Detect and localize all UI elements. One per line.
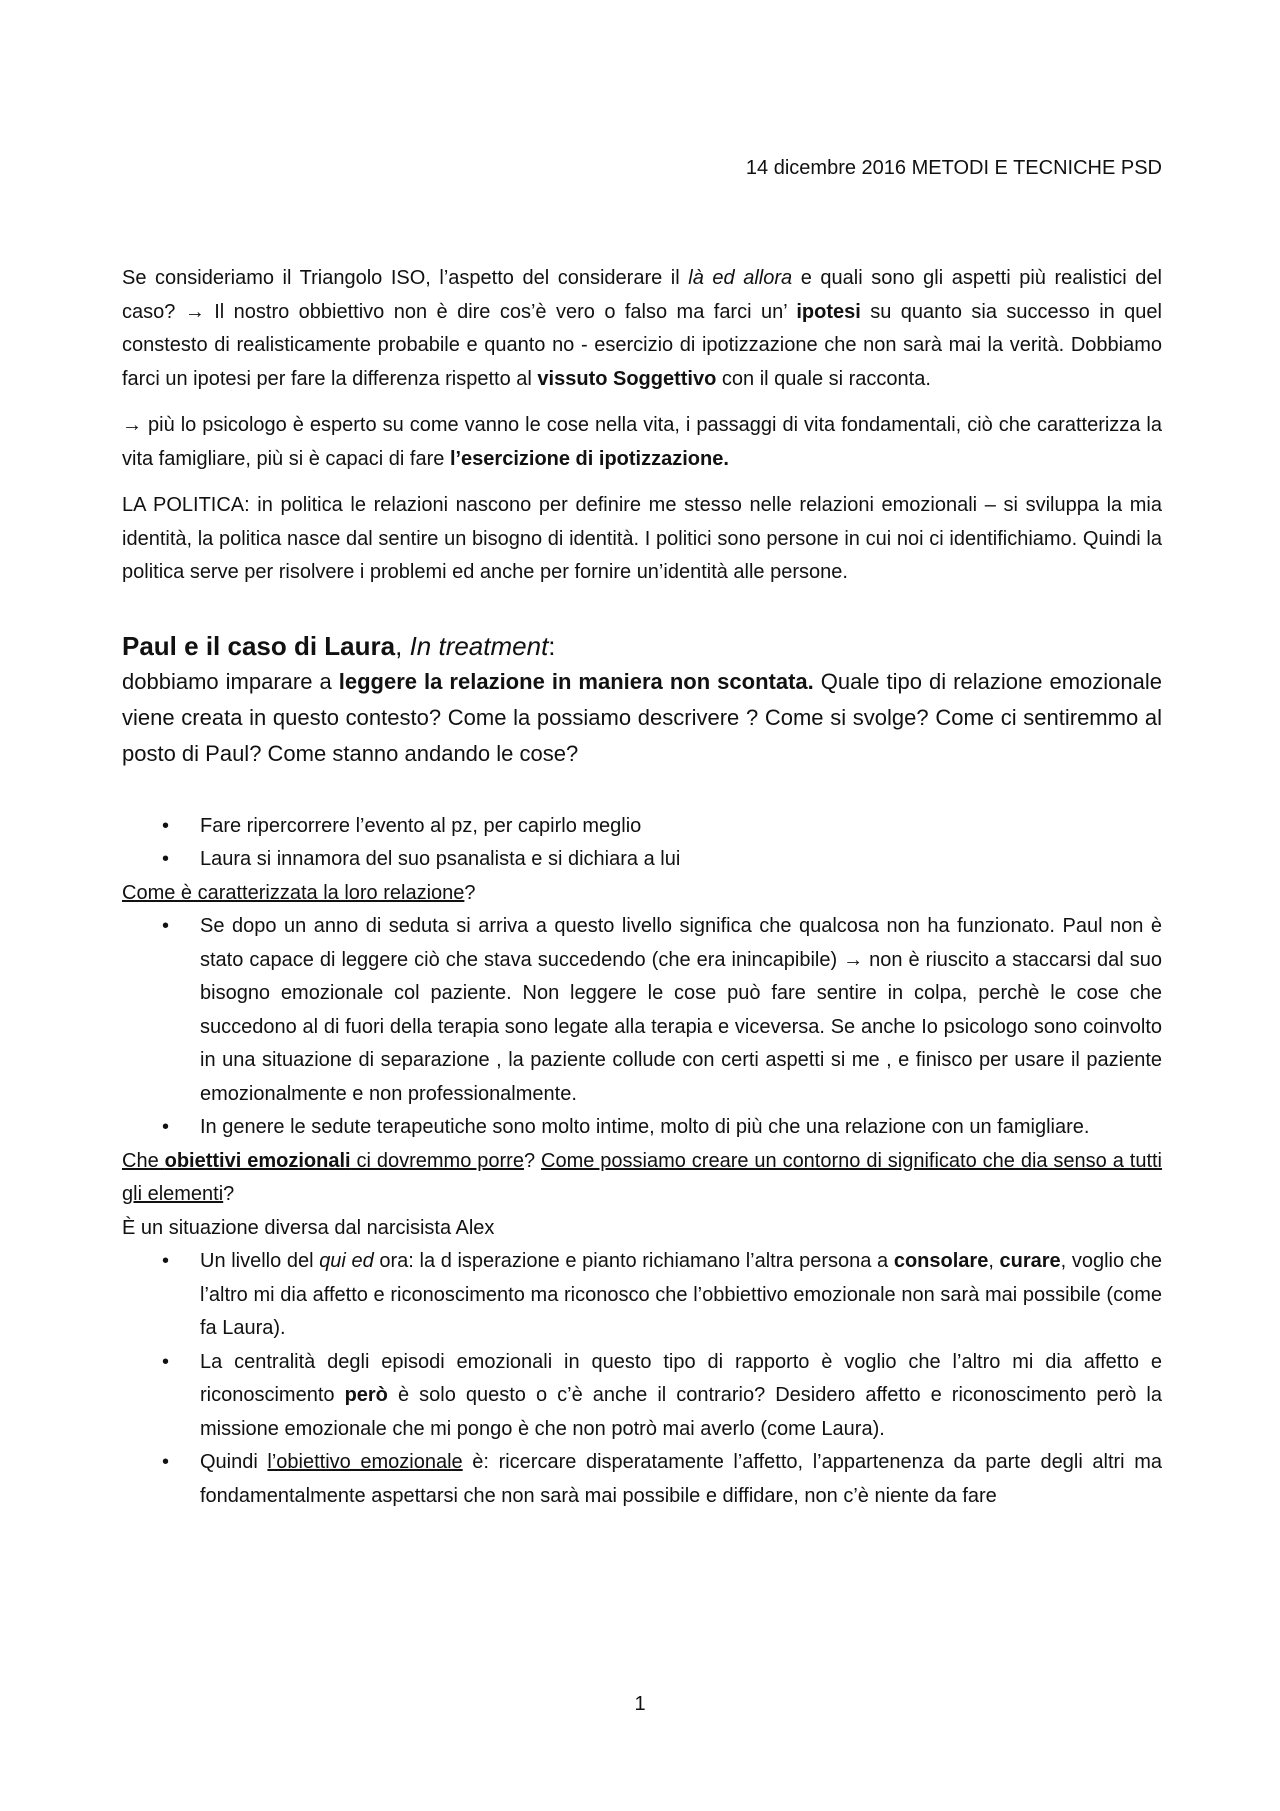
note-alex: È un situazione diversa dal narcisista Alex: [122, 1216, 495, 1239]
text: è solo questo o c’è anche il contrario? Desidero affetto e riconoscimento però la missione emozionale che mi pongo è che non potrò mai averlo (come Laura).: [200, 1384, 1163, 1440]
italic-text: là ed allora: [688, 267, 793, 289]
heading-bold: Paul e il caso di Laura: [122, 630, 396, 661]
text: non è riuscito a staccarsi dal suo bisogno emozionale col paziente. Non leggere le cose può fare sentire in colpa, perchè le cose che succedono al di fuori della terapia sono legate alla terapia e viceversa. Se anche Io psicologo sono coinvolto in una situazione di separazione , la paziente collude con certi aspetti si me , e finisco per usare il paziente emozionalmente e non professionalmente.: [200, 948, 1163, 1105]
underlined-bold-text: obiettivi emozionali: [164, 1149, 351, 1172]
underlined-text: l’obiettivo emozionale: [267, 1451, 463, 1473]
text: con il quale si racconta.: [716, 367, 931, 390]
page-number: 1: [634, 1693, 646, 1715]
bold-text: consolare: [893, 1250, 989, 1272]
text: Se consideriamo il Triangolo ISO, l’aspetto del considerare il: [122, 267, 689, 289]
bold-text: però: [344, 1384, 388, 1406]
text: ,: [395, 630, 410, 661]
bold-text: l’esercizione di ipotizzazione.: [449, 447, 729, 470]
list-item: [122, 910, 1162, 1111]
list-item: • Fare ripercorrere l’evento al pz, per capirlo meglio: [122, 810, 1162, 844]
text: ora: la d isperazione e pianto richiamano l’altra persona a: [373, 1250, 894, 1272]
bullet-list: [122, 910, 1162, 1145]
arrow-right-icon: →: [122, 414, 142, 436]
underlined-text: Che: [122, 1149, 165, 1172]
list-item: [122, 1245, 1162, 1346]
bold-text: leggere la relazione in maniera non scontata.: [338, 668, 814, 694]
text: :: [548, 630, 556, 661]
subheading-relazione: [122, 877, 1162, 911]
underlined-text: Come è caratterizzata la loro relazione: [122, 881, 465, 904]
text: LA POLITICA: in politica le relazioni nascono per definire me stesso nelle relazioni emozionali – si sviluppa la mia identità, la politica nasce dal sentire un bisogno di identità. I politici sono persone in cui noi ci identifichiamo. Quindi la politica serve per risolvere i problemi ed anche per fornire un’identità alle persone.: [122, 494, 1162, 583]
text: , voglio che l’altro mi dia affetto e riconoscimento ma riconosco che l’obbiettivo emozionale non sarà mai possibile (come fa Laura).: [200, 1250, 1162, 1339]
text: La centralità degli episodi emozionali in questo tipo di rapporto è voglio che l’altro mi dia affetto e riconoscimento: [200, 1350, 1162, 1406]
text: ?: [523, 1149, 541, 1172]
text: ?: [223, 1183, 235, 1205]
document-body: [122, 262, 1162, 1513]
text: ,: [988, 1250, 1000, 1272]
bold-text: ipotesi: [796, 300, 861, 323]
text: Il nostro obbiettivo non è dire cos’è vero o falso ma farci un’: [204, 300, 797, 323]
bold-text: vissuto Soggettivo: [537, 367, 717, 390]
bullet-list: [122, 1245, 1162, 1513]
section-heading: [122, 628, 1162, 664]
section-intro: [122, 664, 1162, 772]
list-item: • Laura si innamora del suo psanalista e si dichiara a lui: [122, 843, 1162, 877]
underlined-text: Come possiamo creare un contorno di significato che dia senso a tutti gli elementi: [122, 1149, 1163, 1205]
text: Quale tipo di relazione emozionale viene creata in questo contesto? Come la possiamo descrivere ? Come si svolge? Come ci sentiremmo al posto di Paul? Come stanno andando le cose?: [122, 668, 1162, 766]
text: e quali sono gli aspetti più realistici del caso?: [122, 267, 1162, 323]
bold-text: curare: [999, 1250, 1061, 1272]
heading-italic: In treatment: [409, 630, 549, 661]
text: Un livello del: [200, 1250, 320, 1272]
list-item: [122, 1446, 1162, 1513]
list-item: [122, 1346, 1162, 1447]
text: è: ricercare disperatamente l’affetto, l’appartenenza da parte degli altri ma fondamentalmente aspettarsi che non sarà mai possibile e diffidare, non c’è niente da fare: [200, 1451, 1162, 1507]
text: dobbiamo imparare a: [122, 668, 339, 694]
arrow-right-icon: →: [843, 948, 864, 971]
paragraph-politica: [122, 489, 1162, 590]
date-title: 14 dicembre 2016 METODI E TECNICHE PSD: [745, 157, 1162, 179]
bullet-list: [122, 810, 1162, 877]
underlined-text: ci dovremmo porre: [350, 1149, 524, 1172]
text: Quindi: [200, 1451, 268, 1473]
paragraph-triangolo-iso: [122, 262, 1162, 396]
text: Se dopo un anno di seduta si arriva a questo livello significa che qualcosa non ha funzionato. Paul non è stato capace di leggere ciò che stava succedendo (che era inincapibile): [200, 915, 1162, 971]
list-item: • In genere le sedute terapeutiche sono molto intime, molto di più che una relazione con un famigliare.: [122, 1111, 1162, 1145]
document-header: [122, 154, 1162, 182]
subheading-obiettivi: [122, 1145, 1162, 1212]
paragraph-psicologo-esperto: [122, 409, 1162, 476]
text: su quanto sia successo in quel constesto di realisticamente probabile e quanto no - esercizio di ipotizzazione che non sarà mai la verità. Dobbiamo farci un ipotesi per fare la differenza rispetto al: [122, 300, 1162, 390]
text: ?: [464, 881, 476, 904]
text: più lo psicologo è esperto su come vanno le cose nella vita, i passaggi di vita fondamentali, ciò che caratterizza la vita famigliare, più si è capaci di fare: [122, 414, 1162, 470]
notes-list-block: [122, 810, 1162, 1514]
italic-text: qui ed: [319, 1250, 374, 1272]
arrow-right-icon: →: [184, 300, 205, 323]
